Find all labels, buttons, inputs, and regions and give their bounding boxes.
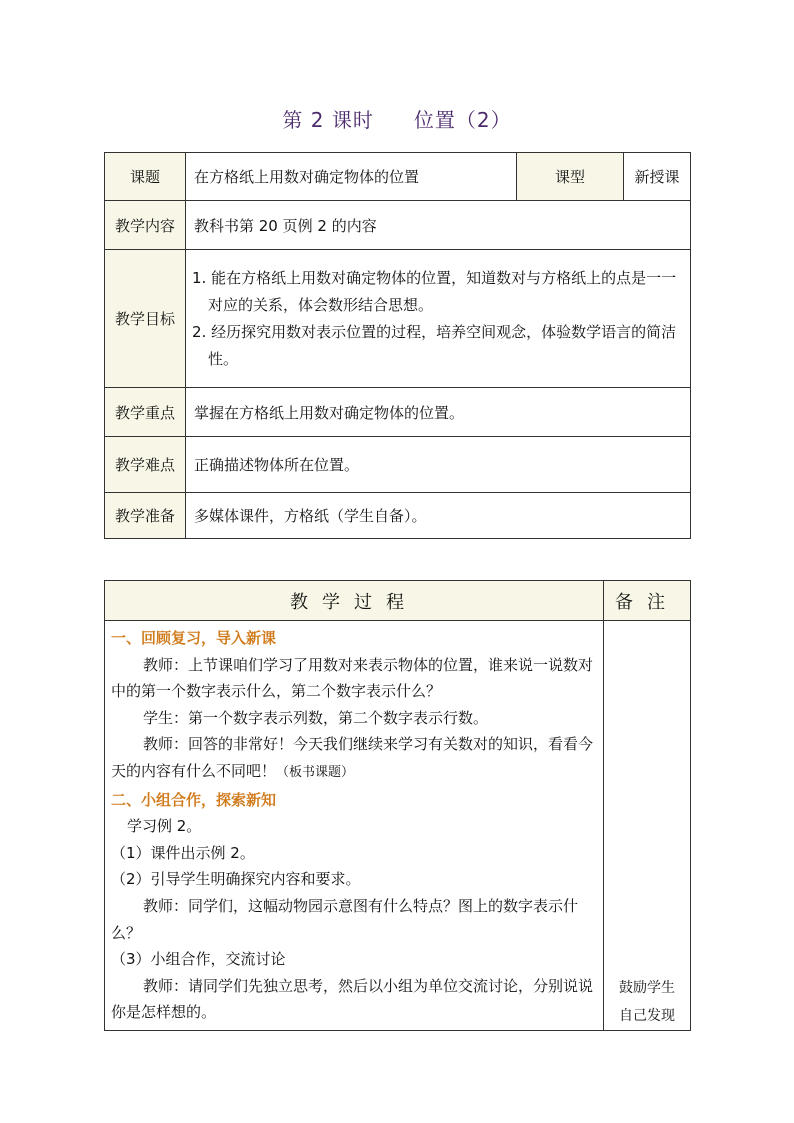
list-item: （1）课件出示例 2。 — [111, 843, 255, 862]
type-label: 课型 — [517, 153, 624, 201]
notes-header: 备注 — [604, 581, 691, 621]
note-line: 自己发现 — [619, 1007, 675, 1024]
row-key — [105, 388, 691, 437]
section-heading: 一、回顾复习，导入新课 — [111, 629, 277, 647]
prep-label: 教学准备 — [105, 493, 186, 539]
goal-item: 1. 能在方格纸上用数对确定物体的位置，知道数对与方格纸上的点是一一对应的关系，体会数形结合思想。 — [192, 268, 677, 314]
paragraph: 学生：第一个数字表示列数，第二个数字表示行数。 — [143, 708, 489, 727]
topic-value: 在方格纸上用数对确定物体的位置 — [186, 153, 517, 201]
row-difficulty — [105, 437, 691, 493]
paragraph: 教师：上节课咱们学习了用数对来表示物体的位置，谁来说一说数对中的第一个数字表示什么，第二个数字表示什么？ — [111, 655, 594, 701]
process-content — [105, 621, 604, 1031]
goals-label: 教学目标 — [105, 250, 186, 388]
goal-item: 2. 经历探究用数对表示位置的过程，培养空间观念，体验数学语言的简洁性。 — [192, 322, 677, 368]
notes-cell — [604, 621, 691, 1031]
row-content — [105, 201, 691, 250]
section-heading: 二、小组合作，探索新知 — [111, 790, 277, 809]
page-title — [0, 104, 794, 133]
paragraph: 教师：请同学们先独立思考，然后以小组为单位交流讨论，分别说说你是怎样想的。 — [111, 976, 594, 1022]
row-prep — [105, 493, 691, 539]
process-header: 教学过程 — [105, 581, 604, 621]
lesson-info-table — [104, 152, 691, 539]
board-note: （板书课题） — [276, 764, 355, 780]
process-body-row — [105, 621, 691, 1031]
paragraph-text: 教师：回答的非常好！今天我们继续来学习有关数对的知识，看看今天的内容有什么不同吧！ — [111, 735, 594, 780]
note-line: 鼓励学生 — [619, 979, 675, 996]
lesson-number: 第 2 课时 — [282, 108, 374, 132]
process-header-row — [105, 581, 691, 621]
type-value: 新授课 — [624, 153, 691, 201]
row-topic — [105, 153, 691, 201]
content-label: 教学内容 — [105, 201, 186, 250]
content-value: 教科书第 20 页例 2 的内容 — [186, 201, 691, 250]
key-value: 掌握在方格纸上用数对确定物体的位置。 — [186, 388, 691, 437]
lesson-topic: 位置（2） — [413, 108, 512, 132]
list-item: （2）引导学生明确探究内容和要求。 — [111, 870, 361, 889]
difficulty-label: 教学难点 — [105, 437, 186, 493]
list-item: （3）小组合作，交流讨论 — [111, 950, 286, 969]
difficulty-value: 正确描述物体所在位置。 — [186, 437, 691, 493]
teaching-process-table — [104, 580, 691, 1031]
goals-value — [186, 250, 691, 388]
key-label: 教学重点 — [105, 388, 186, 437]
paragraph: 教师：同学们，这幅动物园示意图有什么特点？图上的数字表示什么？ — [111, 896, 579, 942]
paragraph — [111, 731, 599, 786]
row-goals — [105, 250, 691, 388]
topic-label: 课题 — [105, 153, 186, 201]
list-item: 学习例 2。 — [127, 817, 202, 836]
prep-value: 多媒体课件，方格纸（学生自备）。 — [186, 493, 691, 539]
